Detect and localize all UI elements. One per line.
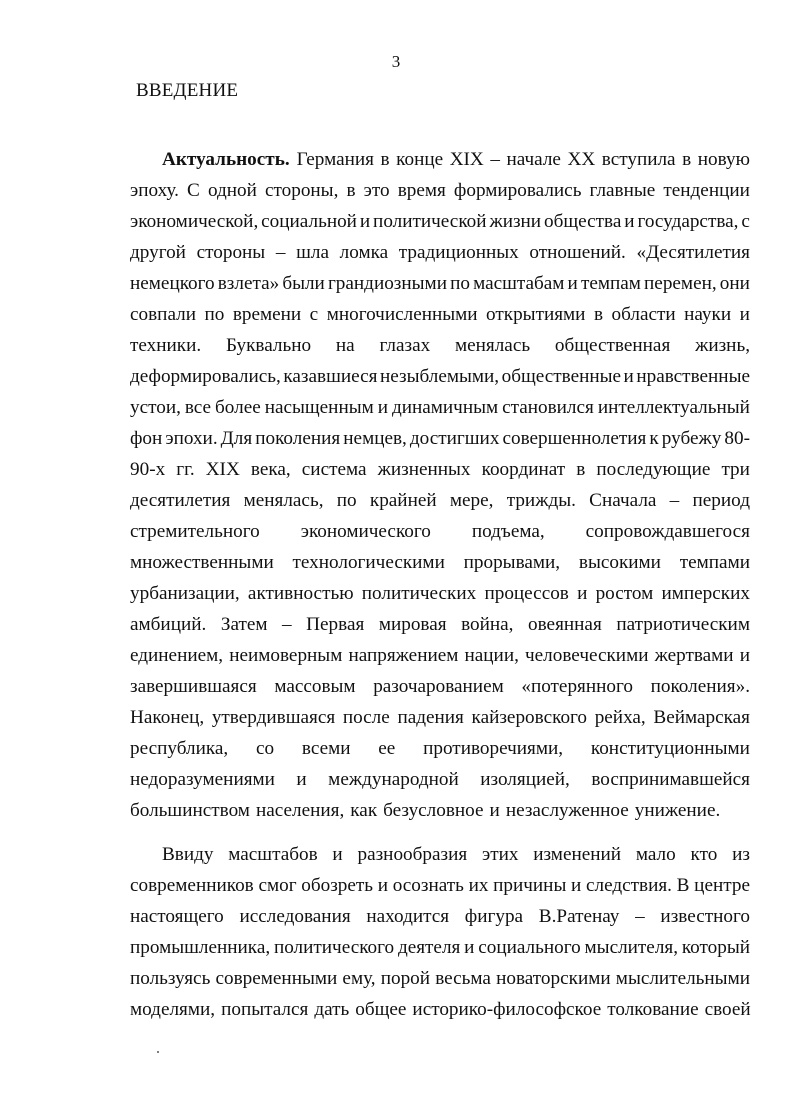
word: века,: [250, 459, 291, 480]
word: воспринимавшейся: [591, 769, 750, 790]
word: кто: [690, 844, 718, 865]
word: и: [359, 211, 371, 232]
word: унижение.: [634, 800, 721, 821]
word: 90-х: [130, 459, 166, 480]
line-text: [130, 485, 750, 516]
word: республика,: [130, 738, 229, 759]
text-line: [130, 330, 750, 361]
word: мировая: [378, 614, 447, 635]
word: в: [593, 304, 604, 325]
word: после: [342, 707, 390, 728]
word: XIX: [205, 459, 240, 480]
word: области: [611, 304, 676, 325]
word: –: [490, 149, 500, 170]
word: и: [377, 397, 388, 418]
line-text: [162, 839, 750, 870]
scan-speck: [157, 1051, 159, 1053]
word: стороны: [196, 242, 266, 263]
word: техники.: [130, 335, 202, 356]
word: конце: [396, 149, 444, 170]
word: множественными: [130, 552, 274, 573]
word: Затем: [220, 614, 268, 635]
line-text: [130, 516, 750, 547]
word: попытался: [221, 999, 309, 1020]
word: высокими: [578, 552, 661, 573]
word: ростом: [595, 583, 654, 604]
word: совпали: [130, 304, 196, 325]
line-text: [130, 932, 750, 963]
word: в: [576, 459, 586, 480]
word: жизнь,: [695, 335, 750, 356]
word: менялась,: [243, 490, 324, 511]
word: большинством: [130, 800, 250, 821]
text-line: [130, 237, 750, 268]
word: причины: [493, 875, 567, 896]
word: совершеннолетия: [502, 428, 647, 449]
word: науки: [684, 304, 732, 325]
word: казавшиеся: [283, 366, 378, 387]
word: жизни: [489, 211, 542, 232]
word: процессов: [484, 583, 569, 604]
word: Германия: [296, 149, 374, 170]
word: деформировались,: [130, 366, 281, 387]
word: как: [350, 800, 378, 821]
text-line: [130, 361, 750, 392]
word: безусловное: [383, 800, 484, 821]
text-line: [130, 578, 750, 609]
word: активностью: [247, 583, 354, 604]
word: начале: [506, 149, 561, 170]
word: с: [741, 211, 750, 232]
word: С: [187, 180, 200, 201]
word: падения: [397, 707, 464, 728]
word: прорывами,: [463, 552, 561, 573]
word: моделями,: [130, 999, 216, 1020]
word: политического: [273, 937, 395, 958]
word: XIX: [449, 149, 484, 170]
word: три: [721, 459, 750, 480]
word: Сначала: [589, 490, 657, 511]
word: фигура: [464, 906, 524, 927]
word: смог: [258, 875, 297, 896]
word: урбанизации,: [130, 583, 240, 604]
word: насыщенным: [264, 397, 374, 418]
word: Ввиду: [162, 844, 214, 865]
text-line: [130, 994, 750, 1025]
word: немцев,: [343, 428, 407, 449]
word: экономического: [300, 521, 431, 542]
lead-label: Актуальность.: [162, 149, 290, 170]
text-line: [130, 268, 750, 299]
word: мыслительными: [615, 968, 750, 989]
word: тенденции: [663, 180, 750, 201]
line-text: [130, 392, 750, 423]
word: интеллектуальный: [597, 397, 750, 418]
word: разнообразия: [357, 844, 468, 865]
word: «потерянного: [521, 676, 633, 697]
word: –: [275, 242, 286, 263]
word: в: [346, 180, 356, 201]
word: глазах: [379, 335, 431, 356]
word: эпохи.: [165, 428, 218, 449]
word: темпам: [580, 273, 641, 294]
word: они: [719, 273, 750, 294]
word: Первая: [306, 614, 365, 635]
paragraph-relevance: [130, 144, 750, 826]
line-text: [130, 237, 750, 268]
text-line: [130, 932, 750, 963]
word: и: [567, 273, 578, 294]
word: ему,: [342, 968, 376, 989]
word: напряжением: [348, 645, 459, 666]
section-heading: ВВЕДЕНИЕ: [136, 80, 239, 101]
word: Наконец,: [130, 707, 205, 728]
word: многочисленными: [326, 304, 478, 325]
line-text: [130, 994, 757, 1025]
line-text: [130, 268, 750, 299]
word: политических: [361, 583, 477, 604]
word: находится: [366, 906, 450, 927]
word: социальной: [261, 211, 357, 232]
line-text: [130, 206, 750, 237]
text-line: [130, 299, 750, 330]
word: В: [676, 875, 690, 896]
word: времени: [232, 304, 302, 325]
word: «Десятилетия: [636, 242, 750, 263]
word: амбиций.: [130, 614, 207, 635]
line-text: [130, 901, 750, 932]
word: населения,: [255, 800, 345, 821]
word: общественные: [501, 366, 622, 387]
line-text: [130, 963, 750, 994]
word: масштабам: [473, 273, 565, 294]
word: нравственные: [636, 366, 750, 387]
word: человеческими: [525, 645, 649, 666]
word: открытиями: [486, 304, 586, 325]
word: мало: [635, 844, 676, 865]
word: отношений.: [529, 242, 626, 263]
word: весьма: [435, 968, 491, 989]
word: становился: [502, 397, 594, 418]
word: устои,: [130, 397, 181, 418]
word: Веймарская: [653, 707, 750, 728]
text-line: [130, 423, 750, 454]
word: противоречиями,: [423, 738, 564, 759]
word: патриотическим: [616, 614, 750, 635]
word: последующие: [596, 459, 711, 480]
text-line: [130, 702, 750, 733]
word: своей: [704, 999, 751, 1020]
word: сопровождавшегося: [585, 521, 750, 542]
word: война,: [461, 614, 514, 635]
line-text: [130, 578, 750, 609]
word: с: [309, 304, 319, 325]
line-text: [297, 144, 750, 175]
word: перемен,: [644, 273, 717, 294]
line-text: [130, 454, 750, 485]
word: массовым: [274, 676, 356, 697]
text-line: [130, 454, 750, 485]
word: по: [450, 273, 470, 294]
word: координат: [481, 459, 566, 480]
text-line: [130, 839, 750, 870]
word: вступила: [601, 149, 676, 170]
word: общества: [544, 211, 622, 232]
word: государства,: [637, 211, 739, 232]
text-line: [130, 733, 750, 764]
word: международной: [328, 769, 459, 790]
text-line: [130, 175, 750, 206]
word: –: [282, 614, 292, 635]
word: общее: [355, 999, 407, 1020]
word: по: [204, 304, 225, 325]
word: промышленника,: [130, 937, 271, 958]
word: более: [215, 397, 261, 418]
word: исследования: [239, 906, 351, 927]
word: достигших: [409, 428, 500, 449]
word: поколения: [255, 428, 341, 449]
word: Буквально: [225, 335, 312, 356]
word: дать: [314, 999, 350, 1020]
word: стремительного: [130, 521, 260, 542]
word: общественная: [554, 335, 671, 356]
paragraph-gap: [130, 826, 750, 839]
word: и: [332, 844, 343, 865]
word: фон: [130, 428, 163, 449]
word: период: [692, 490, 750, 511]
word: трижды.: [506, 490, 576, 511]
word: овеянная: [528, 614, 602, 635]
word: 80-: [724, 428, 750, 449]
word: и: [577, 583, 588, 604]
word: разочарованием: [373, 676, 504, 697]
text-line: [130, 963, 750, 994]
word: недоразумениями: [130, 769, 275, 790]
word: историко-философское: [412, 999, 602, 1020]
word: социального: [478, 937, 581, 958]
word: известного: [660, 906, 750, 927]
word: толкование: [607, 999, 699, 1020]
word: взлета»: [217, 273, 280, 294]
word: новаторскими: [496, 968, 611, 989]
word: нации,: [464, 645, 519, 666]
word: формировались: [453, 180, 582, 201]
line-text: [130, 330, 750, 361]
word: жизненных: [377, 459, 471, 480]
word: –: [669, 490, 680, 511]
word: незыблемыми,: [379, 366, 500, 387]
word: другой: [130, 242, 186, 263]
word: на: [335, 335, 355, 356]
word: со: [255, 738, 275, 759]
text-line: [130, 485, 750, 516]
word: обозреть: [301, 875, 374, 896]
word: стороны,: [264, 180, 339, 201]
line-text: [130, 640, 750, 671]
word: и: [623, 366, 634, 387]
word: были: [282, 273, 325, 294]
paragraph-scope: [130, 839, 750, 1025]
word: из: [732, 844, 750, 865]
text-line: [130, 609, 750, 640]
text-line: [130, 764, 750, 795]
word: новую: [697, 149, 750, 170]
text-line: [130, 870, 750, 901]
word: XX: [567, 149, 596, 170]
word: имперских: [661, 583, 750, 604]
word: жертвами: [654, 645, 734, 666]
line-text: [130, 361, 750, 392]
word: традиционных: [398, 242, 519, 263]
word: изменений: [533, 844, 622, 865]
word: порой: [380, 968, 431, 989]
text-line: [130, 144, 750, 175]
line-text: [130, 609, 750, 640]
word: немецкого: [130, 273, 215, 294]
word: деятеля: [397, 937, 461, 958]
word: завершившаяся: [130, 676, 257, 697]
text-line: [130, 516, 750, 547]
word: следствия.: [586, 875, 672, 896]
text-line: [130, 795, 750, 826]
line-text: [130, 702, 750, 733]
word: конституционными: [590, 738, 750, 759]
word: изоляцией,: [480, 769, 570, 790]
word: десятилетия: [130, 490, 231, 511]
word: мере,: [449, 490, 494, 511]
word: система: [301, 459, 367, 480]
word: и: [571, 875, 582, 896]
line-text: [130, 764, 750, 795]
word: технологическими: [292, 552, 445, 573]
line-text: [130, 423, 750, 454]
word: и: [464, 937, 475, 958]
line-text: [130, 299, 750, 330]
word: В.Ратенау: [538, 906, 620, 927]
word: утвердившаяся: [211, 707, 336, 728]
line-text: [130, 671, 750, 702]
word: эпоху.: [130, 180, 179, 201]
word: незаслуженное: [505, 800, 629, 821]
word: настоящего: [130, 906, 224, 927]
text-line: [130, 206, 750, 237]
word: осознать: [392, 875, 464, 896]
word: к: [649, 428, 659, 449]
word: одной: [207, 180, 257, 201]
text-line: [130, 671, 750, 702]
word: этих: [481, 844, 519, 865]
text-line: [130, 392, 750, 423]
word: пользуясь: [130, 968, 211, 989]
text-line: [130, 547, 750, 578]
word: рубежу: [661, 428, 722, 449]
word: современников: [130, 875, 254, 896]
word: экономической,: [130, 211, 259, 232]
word: кайзеровского: [471, 707, 588, 728]
word: мыслителя,: [584, 937, 679, 958]
word: динамичным: [391, 397, 499, 418]
word: подъема,: [471, 521, 545, 542]
word: ее: [378, 738, 396, 759]
word: и: [377, 875, 388, 896]
body-text: [130, 144, 750, 1025]
line-text: [130, 175, 750, 206]
word: время: [397, 180, 446, 201]
word: это: [363, 180, 390, 201]
word: и: [739, 645, 750, 666]
word: Для: [220, 428, 253, 449]
word: единением,: [130, 645, 224, 666]
word: и: [489, 800, 500, 821]
word: ломка: [339, 242, 389, 263]
line-text: [130, 795, 744, 826]
word: –: [635, 906, 645, 927]
word: по: [336, 490, 357, 511]
word: главные: [589, 180, 656, 201]
word: в: [682, 149, 692, 170]
word: их: [468, 875, 489, 896]
word: всеми: [301, 738, 351, 759]
line-text: [130, 733, 750, 764]
line-text: [130, 547, 750, 578]
word: и: [624, 211, 635, 232]
word: крайней: [369, 490, 437, 511]
word: рейха,: [594, 707, 646, 728]
line-text: [130, 870, 750, 901]
word: центре: [694, 875, 750, 896]
page-number: 3: [391, 52, 401, 71]
word: в: [380, 149, 390, 170]
word: политической: [373, 211, 487, 232]
word: который: [681, 937, 750, 958]
word: все: [184, 397, 212, 418]
word: менялась: [454, 335, 531, 356]
word: неимоверным: [229, 645, 343, 666]
word: поколения».: [650, 676, 750, 697]
text-line: [130, 901, 750, 932]
word: грандиозными: [327, 273, 447, 294]
word: и: [296, 769, 307, 790]
word: масштабов: [228, 844, 318, 865]
word: шла: [296, 242, 329, 263]
word: современными: [215, 968, 338, 989]
word: темпами: [679, 552, 750, 573]
word: и: [739, 304, 750, 325]
word: гг.: [176, 459, 195, 480]
text-line: [130, 640, 750, 671]
